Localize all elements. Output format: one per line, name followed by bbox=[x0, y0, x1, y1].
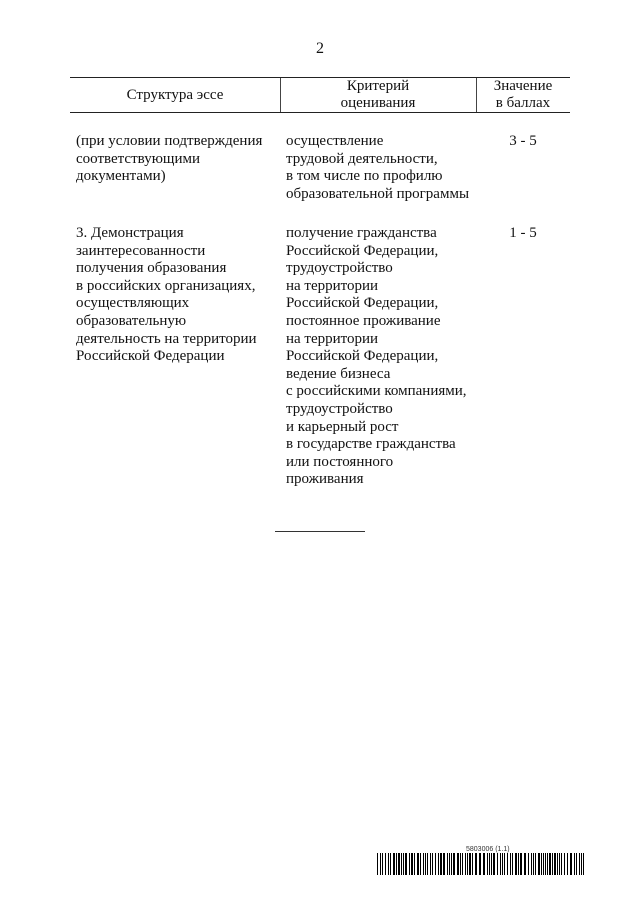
cell-criterion: осуществление трудовой деятельности, в том числе по профилю образовательной программы bbox=[286, 133, 470, 202]
table-header bbox=[70, 77, 570, 113]
cell-criterion: получение гражданства Российской Федерации, трудоустройство на территории Российской Федерации, постоянное проживание на территории Российской Федерации, ведение бизнеса с российскими компаниями, трудоустройство и карьерный рост в государстве гражданства или постоянного проживания bbox=[286, 225, 467, 488]
page-number: 2 bbox=[316, 40, 324, 57]
table-row bbox=[70, 225, 570, 488]
header-criterion: Критерий оценивания bbox=[340, 78, 416, 111]
cell-score: 1 - 5 bbox=[509, 225, 537, 241]
cell-structure: (при условии подтверждения соответствующими документами) bbox=[76, 133, 263, 185]
cell-score: 3 - 5 bbox=[509, 133, 537, 149]
cell-structure: 3. Демонстрация заинтересованности получения образования в российских организациях, осуществляющих образовательную деятельность на территории Российской Федерации bbox=[76, 225, 257, 365]
barcode-icon bbox=[377, 853, 585, 875]
end-divider bbox=[275, 531, 365, 532]
document-code: 5803006 (1.1) bbox=[466, 846, 510, 853]
header-structure: Структура эссе bbox=[126, 87, 224, 103]
evaluation-table bbox=[70, 77, 570, 488]
header-score: Значение в баллах bbox=[493, 78, 553, 111]
table-row bbox=[70, 133, 570, 221]
